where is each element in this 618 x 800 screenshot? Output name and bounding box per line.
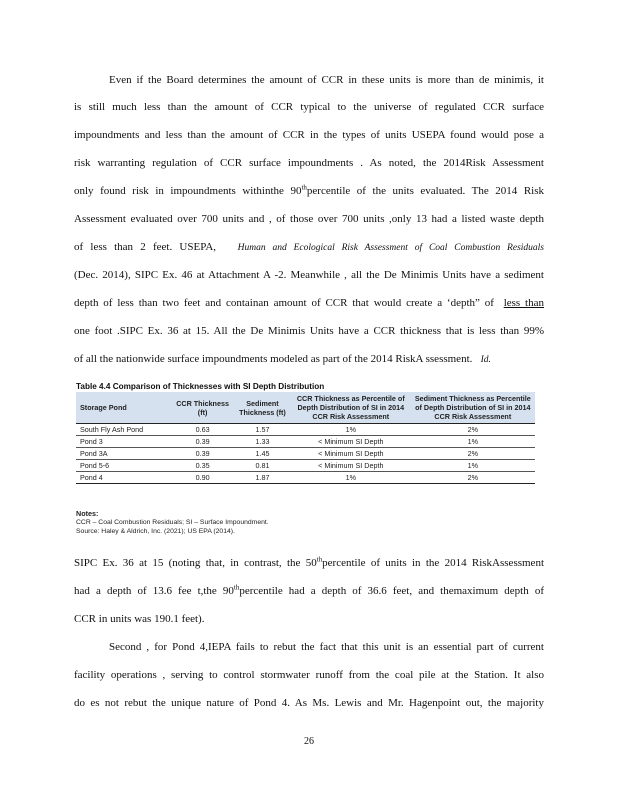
table-notes bbox=[76, 509, 269, 536]
table-row: Pond 3A 0.39 1.45 < Minimum SI Depth 2% bbox=[76, 448, 535, 460]
table-row: South Fly Ash Pond 0.63 1.57 1% 2% bbox=[76, 424, 535, 436]
para2-line-3: CCR in units was 190.1 feet). bbox=[74, 613, 205, 625]
para3-line-3: do es not rebut the unique nature of Pond 4. As Ms. Lewis and Mr. Hagenpoint out, the majority bbox=[74, 697, 544, 709]
para1-line-4: risk warranting regulation of CCR surface impoundments . As noted, the 2014Risk Assessment bbox=[74, 157, 544, 169]
para1-line-11: of all the nationwide surface impoundments modeled as part of the 2014 RiskA ssessment. Id. bbox=[74, 353, 491, 365]
para1-line-5: only found risk in impoundments withinthe 90thpercentile of the units evaluated. The 2014 Risk bbox=[74, 183, 544, 197]
para1-line-8: (Dec. 2014), SIPC Ex. 46 at Attachment A -2. Meanwhile , all the De Minimis Units have a sediment bbox=[74, 269, 544, 281]
para2-line-1: SIPC Ex. 36 at 15 (noting that, in contrast, the 50thpercentile of units in the 2014 RiskAssessment bbox=[74, 555, 544, 569]
superscript: th bbox=[233, 583, 240, 592]
para3-line-2: facility operations , serving to control stormwater runoff from the coal pile at the Station. It also bbox=[74, 669, 544, 681]
notes-label: Notes: bbox=[76, 509, 99, 518]
para3-line-1: Second , for Pond 4,IEPA fails to rebut the fact that this unit is an essential part of current bbox=[109, 641, 544, 653]
header-ccr-thickness: CCR Thickness (ft) bbox=[171, 392, 234, 424]
para1-line-6: Assessment evaluated over 700 units and , of those over 700 units ,only 13 had a listed waste depth bbox=[74, 213, 544, 225]
header-sediment-thickness: Sediment Thickness (ft) bbox=[234, 392, 291, 424]
para1-line-2: is still much less than the amount of CCR typical to the universe of regulated CCR surface bbox=[74, 101, 544, 113]
header-ccr-percentile: CCR Thickness as Percentile of Depth Distribution of SI in 2014 CCR Risk Assessment bbox=[291, 392, 411, 424]
header-storage-pond: Storage Pond bbox=[76, 392, 171, 424]
header-sediment-percentile: Sediment Thickness as Percentile of Depth Distribution of SI in 2014 CCR Risk Assessment bbox=[411, 392, 535, 424]
para2-line-2: had a depth of 13.6 fee t,the 90thpercentile had a depth of 36.6 feet, and themaximum depth of bbox=[74, 583, 544, 597]
table-caption: Table 4.4 Comparison of Thicknesses with SI Depth Distribution bbox=[76, 382, 325, 391]
para1-line-9: depth of less than two feet and containan amount of CCR that would create a ‘depth” of less than bbox=[74, 297, 544, 309]
superscript: th bbox=[301, 183, 307, 192]
thickness-comparison-table bbox=[76, 392, 535, 484]
citation-title: Human and Ecological Risk Assessment of Coal Combustion Residuals bbox=[237, 243, 544, 253]
para1-line-1: Even if the Board determines the amount of CCR in these units is more than de minimis, it bbox=[109, 74, 544, 86]
table-row: Pond 5-6 0.35 0.81 < Minimum SI Depth 1% bbox=[76, 460, 535, 472]
note-line: CCR – Coal Combustion Residuals; SI – Surface Impoundment. bbox=[76, 519, 269, 526]
note-line: Source: Haley & Aldrich, Inc. (2021); US EPA (2014). bbox=[76, 528, 235, 535]
table-row: Pond 3 0.39 1.33 < Minimum SI Depth 1% bbox=[76, 436, 535, 448]
page-number: 26 bbox=[304, 736, 314, 747]
id-citation: Id. bbox=[480, 355, 491, 365]
para1-line-3: impoundments and less than the amount of CCR in the types of units USEPA found would pose a bbox=[74, 129, 544, 141]
table-row: Pond 4 0.90 1.87 1% 2% bbox=[76, 472, 535, 484]
table-header-row bbox=[76, 392, 535, 424]
para1-line-10: one foot .SIPC Ex. 36 at 15. All the De Minimis Units have a CCR thickness that is less than 99% bbox=[74, 325, 544, 337]
superscript: th bbox=[316, 555, 323, 564]
para1-line-7: of less than 2 feet. USEPA, Human and Ecological Risk Assessment of Coal Combustion Residuals bbox=[74, 241, 544, 253]
underlined-less-than: less than bbox=[503, 297, 544, 309]
